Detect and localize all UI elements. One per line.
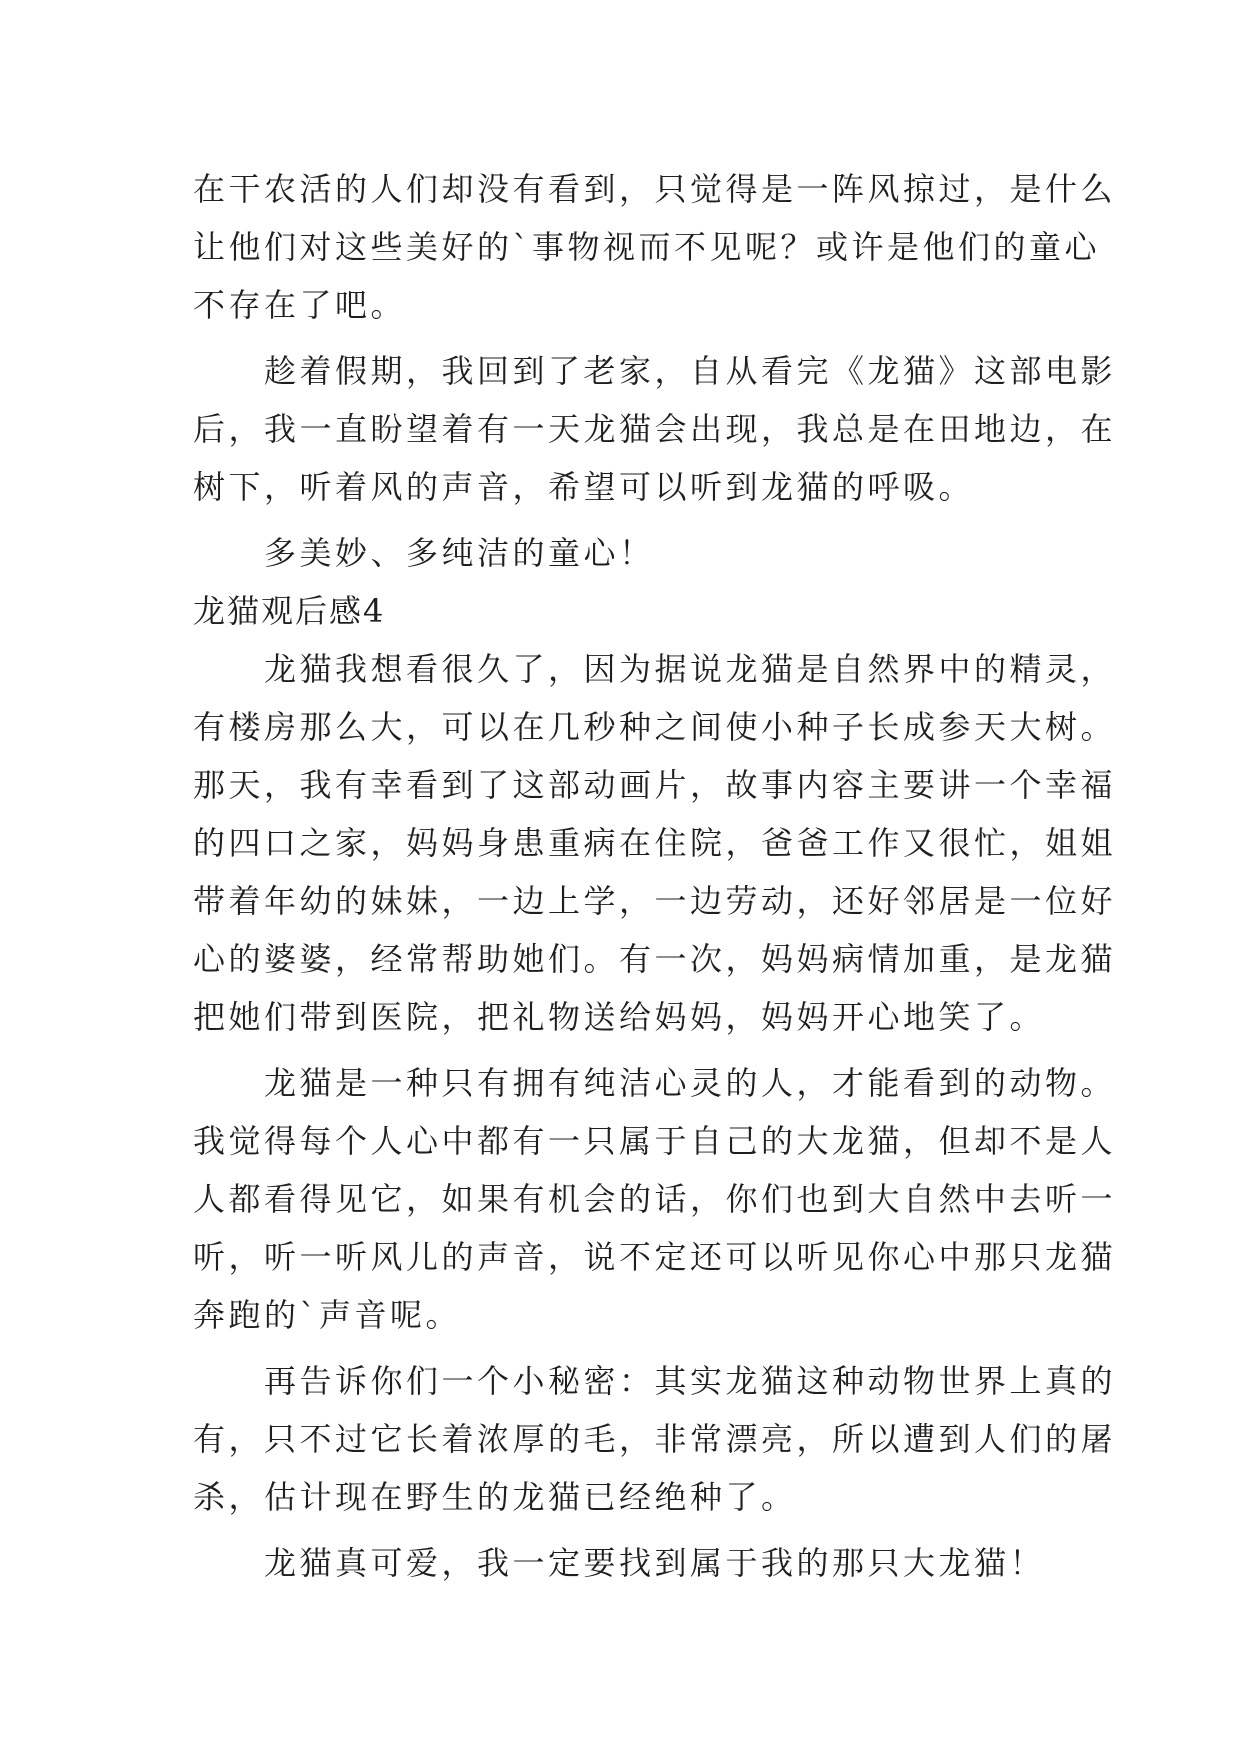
text-line: 带着年幼的妹妹，一边上学，一边劳动，还好邻居是一位好 (193, 882, 1117, 920)
text-line: 再告诉你们一个小秘密：其实龙猫这种动物世界上真的 (193, 1362, 1117, 1400)
text-line: 心的婆婆，经常帮助她们。有一次，妈妈病情加重，是龙猫 (193, 940, 1117, 978)
text-line: 龙猫我想看很久了，因为据说龙猫是自然界中的精灵， (193, 650, 1117, 688)
text-line: 听，听一听风儿的声音，说不定还可以听见你心中那只龙猫 (193, 1238, 1117, 1276)
text-line: 龙猫真可爱，我一定要找到属于我的那只大龙猫！ (193, 1544, 1046, 1582)
text-line: 人都看得见它，如果有机会的话，你们也到大自然中去听一 (193, 1180, 1117, 1218)
text-line: 龙猫是一种只有拥有纯洁心灵的人，才能看到的动物。 (193, 1064, 1117, 1102)
text-line: 我觉得每个人心中都有一只属于自己的大龙猫，但却不是人 (193, 1122, 1117, 1160)
text-line: 的四口之家，妈妈身患重病在住院，爸爸工作又很忙，姐姐 (193, 824, 1117, 862)
text-line: 那天，我有幸看到了这部动画片，故事内容主要讲一个幸福 (193, 766, 1117, 804)
text-line: 多美妙、多纯洁的童心！ (193, 534, 655, 572)
section-heading: 龙猫观后感4 (193, 592, 386, 630)
text-line: 树下，听着风的声音，希望可以听到龙猫的呼吸。 (193, 468, 975, 506)
text-line: 杀，估计现在野生的龙猫已经绝种了。 (193, 1478, 797, 1516)
text-line: 趁着假期，我回到了老家，自从看完《龙猫》这部电影 (193, 352, 1117, 390)
document-body (193, 160, 1117, 1592)
text-line: 在干农活的人们却没有看到，只觉得是一阵风掠过，是什么 (193, 170, 1117, 208)
text-line: 把她们带到医院，把礼物送给妈妈，妈妈开心地笑了。 (193, 998, 1046, 1036)
text-line: 有楼房那么大，可以在几秒种之间使小种子长成参天大树。 (193, 708, 1117, 746)
text-line: 后，我一直盼望着有一天龙猫会出现，我总是在田地边，在 (193, 410, 1117, 448)
text-line: 让他们对这些美好的`事物视而不见呢？或许是他们的童心 (193, 228, 1101, 266)
text-line: 不存在了吧。 (193, 286, 407, 324)
text-line: 有，只不过它长着浓厚的毛，非常漂亮，所以遭到人们的屠 (193, 1420, 1117, 1458)
text-line: 奔跑的`声音呢。 (193, 1296, 462, 1334)
